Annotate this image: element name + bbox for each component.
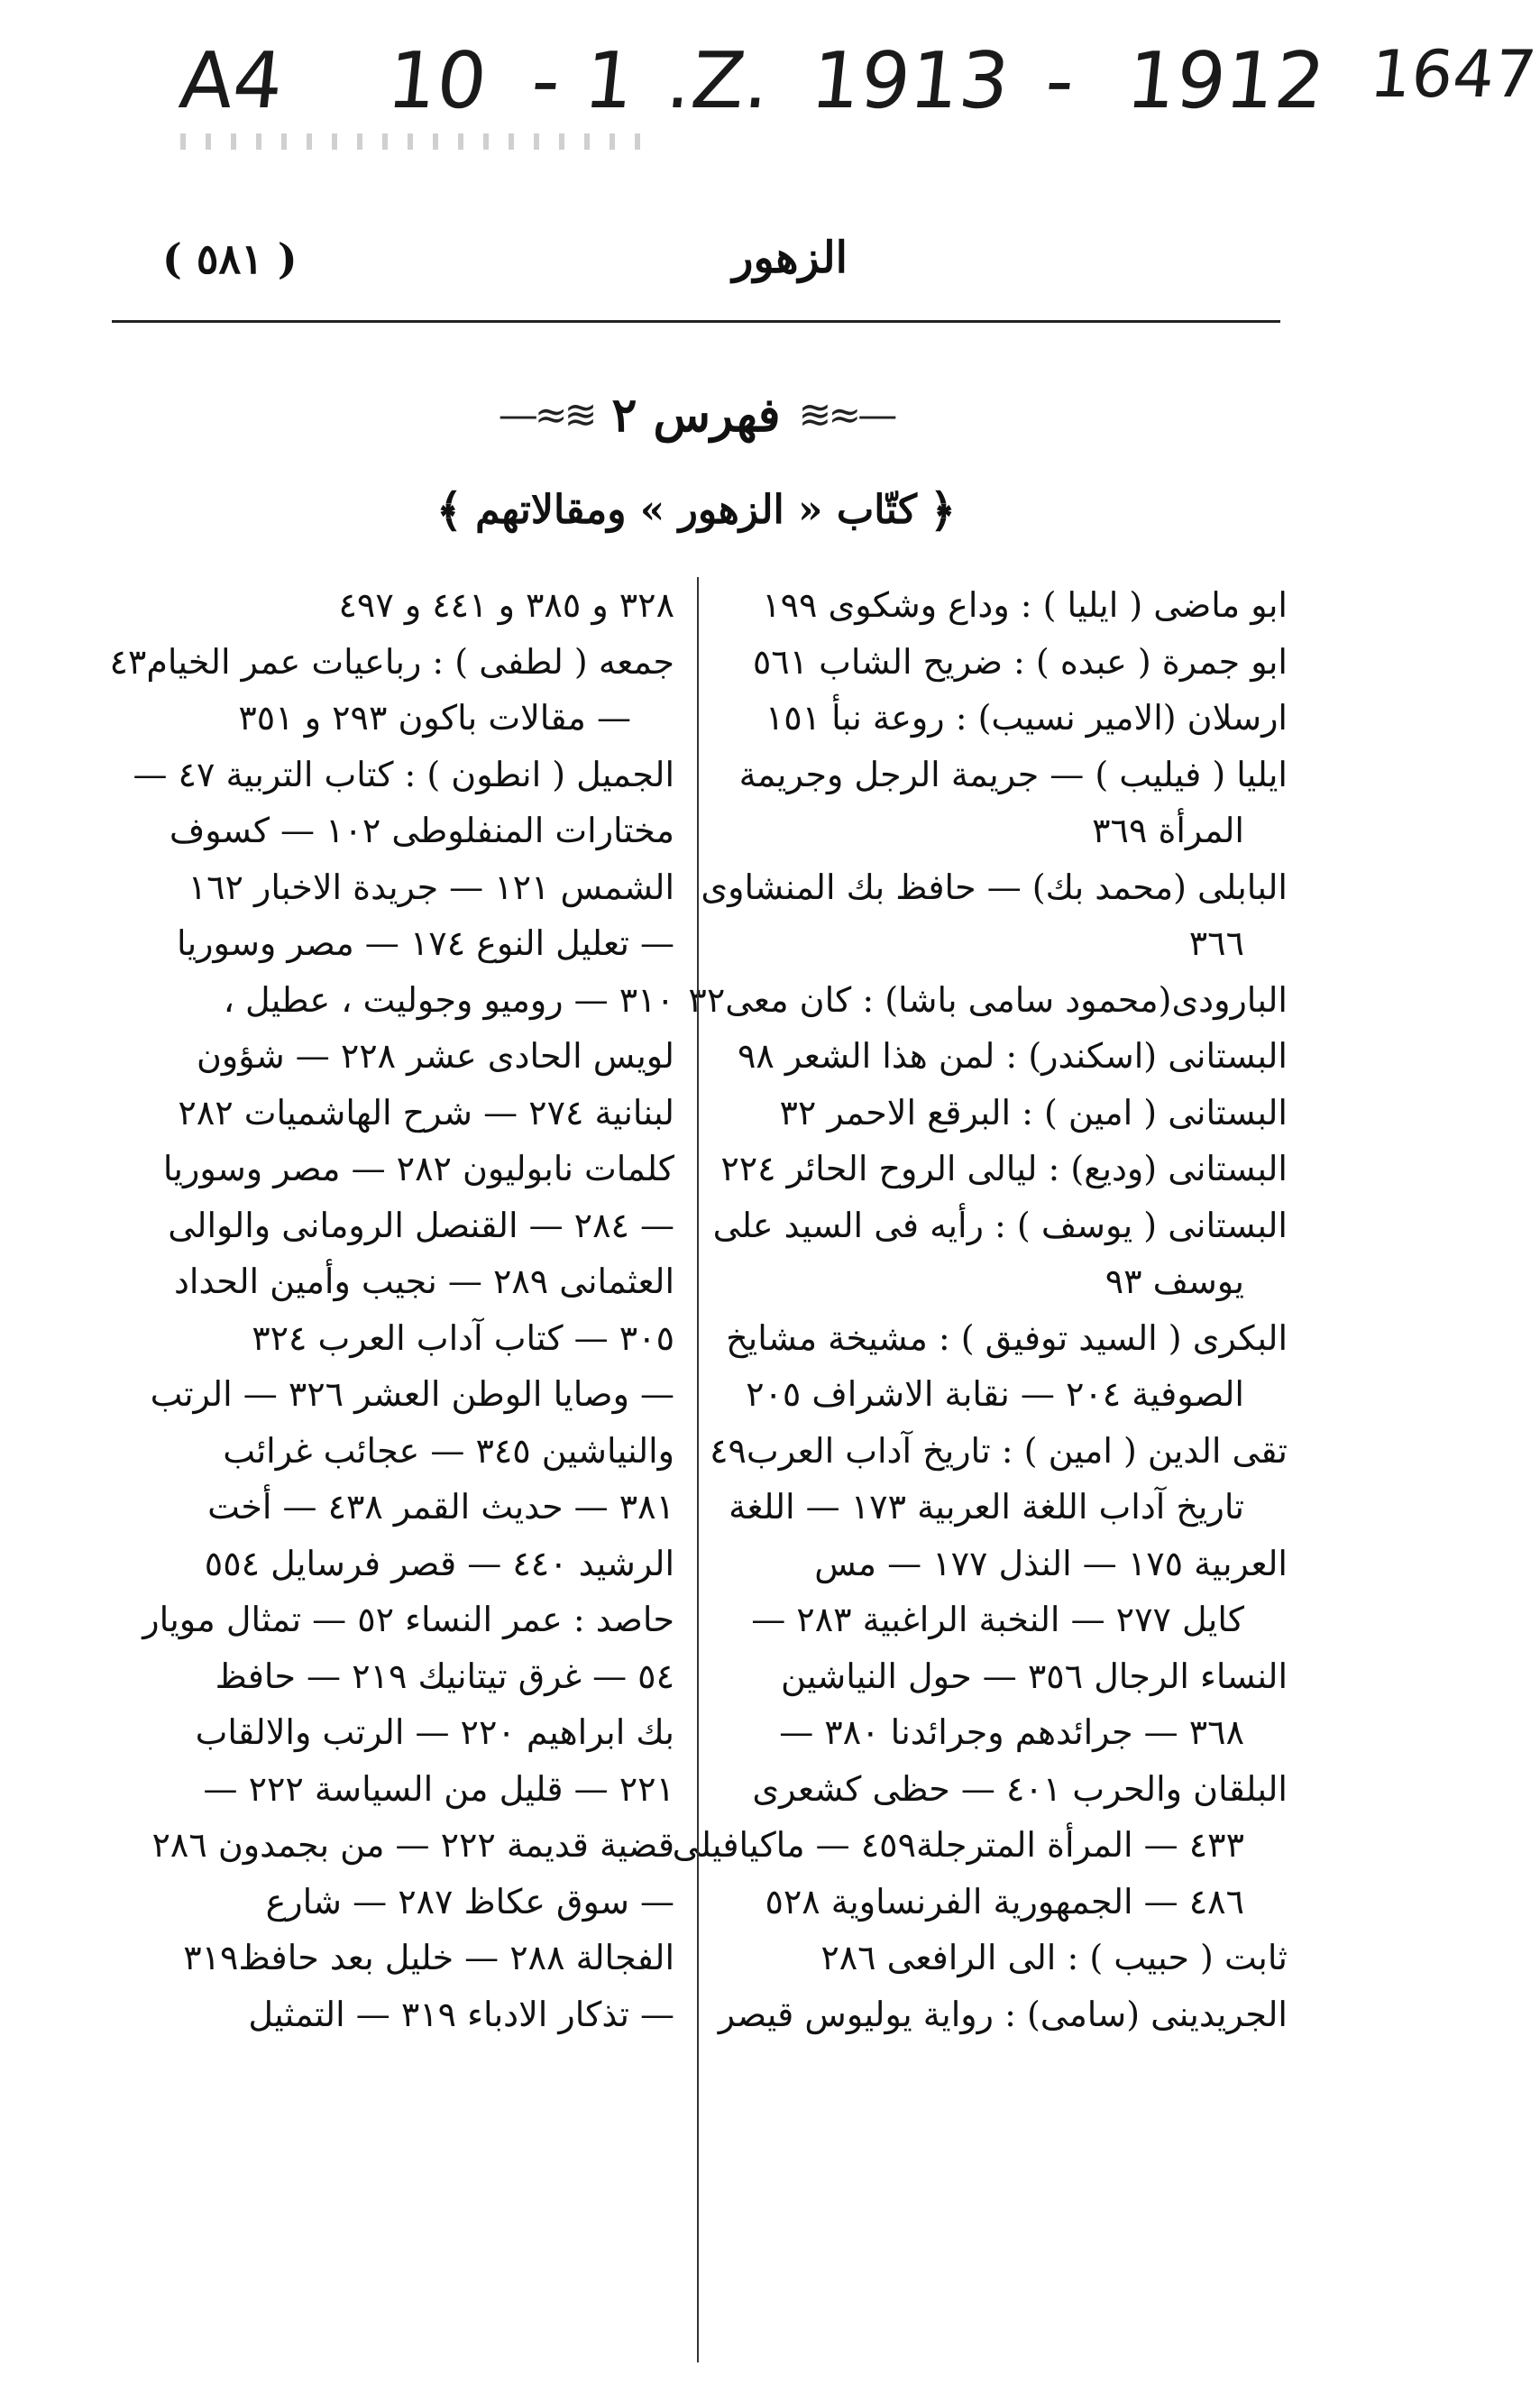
index-entry-line: جمعه ( لطفى ) : رباعيات عمر الخيام٤٣ [109, 641, 674, 682]
page-number: ( ٥٨١ ) [162, 234, 298, 283]
index-entry-line: ٣٦٦ [1188, 923, 1244, 963]
index-entry-line: البكرى ( السيد توفيق ) : مشيخة مشايخ [726, 1317, 1288, 1358]
index-title-row [0, 379, 1392, 451]
index-entry-line: الرشيد ٤٤٠ — قصر فرسايل ٥٥٤ [204, 1543, 674, 1583]
index-entry-line: العثمانى ٢٨٩ — نجيب وأمين الحداد [174, 1261, 674, 1301]
index-entry-line: — تذكار الادباء ٣١٩ — التمثيل [248, 1994, 674, 2034]
column-divider [697, 577, 699, 2362]
brace-open: ﴿ [929, 482, 957, 537]
index-entry-line: البابلى (محمد بك) — حافظ بك المنشاوى [701, 867, 1288, 907]
index-entry-line: تاريخ آداب اللغة العربية ١٧٣ — اللغة [729, 1487, 1244, 1527]
handwritten-dash: - [1040, 36, 1079, 126]
index-entry-line: الشمس ١٢١ — جريدة الاخبار ١٦٢ [188, 867, 674, 907]
index-entry-line: ٣٦٨ — جرائدهم وجرائدنا ٣٨٠ — [779, 1712, 1244, 1752]
index-entry-line: مختارات المنفلوطى ١٠٢ — كسوف [169, 811, 674, 850]
index-title: فهرس ٢ [611, 387, 781, 443]
index-entry-line: البلقان والحرب ٤٠١ — حظى كشعرى [752, 1768, 1288, 1809]
faint-stamp-marks [180, 133, 649, 150]
index-entry-line: ٣٢٨ و ٣٨٥ و ٤٤١ و ٤٩٧ [338, 585, 674, 625]
index-entry-line: ٣١٠ — روميو وجوليت ، عطيل ، [223, 979, 674, 1020]
index-entry-line: بك ابراهيم ٢٢٠ — الرتب والالقاب [195, 1712, 674, 1752]
index-entry-line: تقى الدين ( امين ) : تاريخ آداب العرب٤٩ [710, 1430, 1288, 1471]
index-entry-line: — سوق عكاظ ٢٨٧ — شارع [265, 1881, 674, 1922]
index-entry-line: — وصايا الوطن العشر ٣٢٦ — الرتب [150, 1374, 674, 1414]
index-entry-line: — ٢٨٤ — القنصل الرومانى والوالى [168, 1205, 674, 1245]
journal-title: الزهور [732, 233, 848, 283]
index-entry-line: ٣٠٥ — كتاب آداب العرب ٣٢٤ [252, 1317, 674, 1358]
handwritten-shelf-mark: A4 [175, 36, 288, 126]
handwritten-year-end: 1912 [1122, 36, 1330, 126]
index-entry-line: الفجالة ٢٨٨ — خليل بعد حافظ٣١٩ [183, 1938, 674, 1977]
index-entry-line: ٤٣٣ — المرأة المترجلة٤٥٩ — ماكيافيلى [672, 1825, 1244, 1865]
index-columns [106, 577, 1288, 2371]
index-entry-line: ابو ماضى ( ايليا ) : وداع وشكوى ١٩٩ [762, 585, 1288, 625]
index-entry-line: الجميل ( انطون ) : كتاب التربية ٤٧ — [133, 754, 674, 794]
index-entry-line: البستانى (اسكندر) : لمن هذا الشعر ٩٨ [737, 1036, 1288, 1076]
index-entry-line: لبنانية ٢٧٤ — شرح الهاشميات ٢٨٢ [178, 1092, 674, 1133]
section-title-row [0, 478, 1392, 541]
index-entry-line: ثابت ( حبيب ) : الى الرافعى ٢٨٦ [820, 1938, 1288, 1977]
index-entry-line: والنياشين ٣٤٥ — عجائب غرائب [223, 1430, 674, 1471]
index-entry-line: الصوفية ٢٠٤ — نقابة الاشراف ٢٠٥ [746, 1374, 1244, 1414]
index-entry-line: البستانى ( يوسف ) : رأيه فى السيد على [712, 1205, 1288, 1245]
index-entry-line: لويس الحادى عشر ٢٢٨ — شؤون [196, 1036, 674, 1076]
handwritten-year-start: 1913 [806, 36, 1014, 126]
index-entry-line: ارسلان (الامير نسيب) : روعة نبأ ١٥١ [765, 698, 1288, 738]
ornament-left-icon: ≋≈— [498, 391, 594, 438]
right-column [672, 577, 1288, 2371]
handwritten-number: - 1 [527, 36, 639, 126]
index-entry-line: الجريدينى (سامى) : رواية يوليوس قيصر [718, 1994, 1288, 2034]
index-entry-line: ايليا ( فيليب ) — جريمة الرجل وجريمة [738, 754, 1288, 794]
index-entry-line: المرأة ٣٦٩ [1092, 811, 1244, 850]
index-entry-line: ٢٢١ — قليل من السياسة ٢٢٢ — [203, 1768, 674, 1809]
index-entry-line: — تعليل النوع ١٧٤ — مصر وسوريا [177, 923, 674, 963]
index-entry-line: النساء الرجال ٣٥٦ — حول النياشين [781, 1656, 1288, 1696]
index-entry-line: البارودى(محمود سامى باشا) : كان معى٣٢ [688, 979, 1288, 1020]
index-entry-line: ٤٨٦ — الجمهورية الفرنساوية ٥٢٨ [765, 1881, 1244, 1922]
index-entry-line: يوسف ٩٣ [1105, 1261, 1244, 1301]
index-entry-line: حاصد : عمر النساء ٥٢ — تمثال مويار [142, 1600, 674, 1639]
section-title: كتّاب « الزهور » ومقالاتهم [475, 486, 917, 533]
index-entry-line: ٥٤ — غرق تيتانيك ٢١٩ — حافظ [215, 1656, 674, 1696]
running-head [112, 233, 1280, 305]
handwritten-volume: 10 [382, 36, 491, 126]
handwritten-series: .Z. [662, 36, 775, 126]
brace-close: ﴾ [435, 482, 463, 537]
header-rule [112, 320, 1280, 323]
index-entry-line: — مقالات باكون ٢٩٣ و ٣٥١ [238, 698, 631, 738]
index-entry-line: كايل ٢٧٧ — النخبة الراغبية ٢٨٣ — [751, 1600, 1244, 1639]
index-entry-line: قضية قديمة ٢٢٢ — من بجمدون ٢٨٦ [151, 1825, 674, 1865]
index-entry-line: البستانى (وديع) : ليالى الروح الحائر ٢٢٤ [720, 1149, 1288, 1188]
left-column [106, 577, 674, 2371]
index-entry-line: العربية ١٧٥ — النذل ١٧٧ — مس [814, 1543, 1288, 1583]
handwritten-catalog-id: 1647 [1366, 36, 1540, 112]
index-entry-line: ٣٨١ — حديث القمر ٤٣٨ — أخت [207, 1487, 674, 1527]
index-entry-line: البستانى ( امين ) : البرقع الاحمر ٣٢ [779, 1092, 1288, 1133]
index-entry-line: كلمات نابوليون ٢٨٢ — مصر وسوريا [162, 1149, 674, 1188]
ornament-right-icon: —≈≋ [798, 391, 894, 438]
index-entry-line: ابو جمرة ( عبده ) : ضريح الشاب ٥٦١ [752, 641, 1288, 682]
